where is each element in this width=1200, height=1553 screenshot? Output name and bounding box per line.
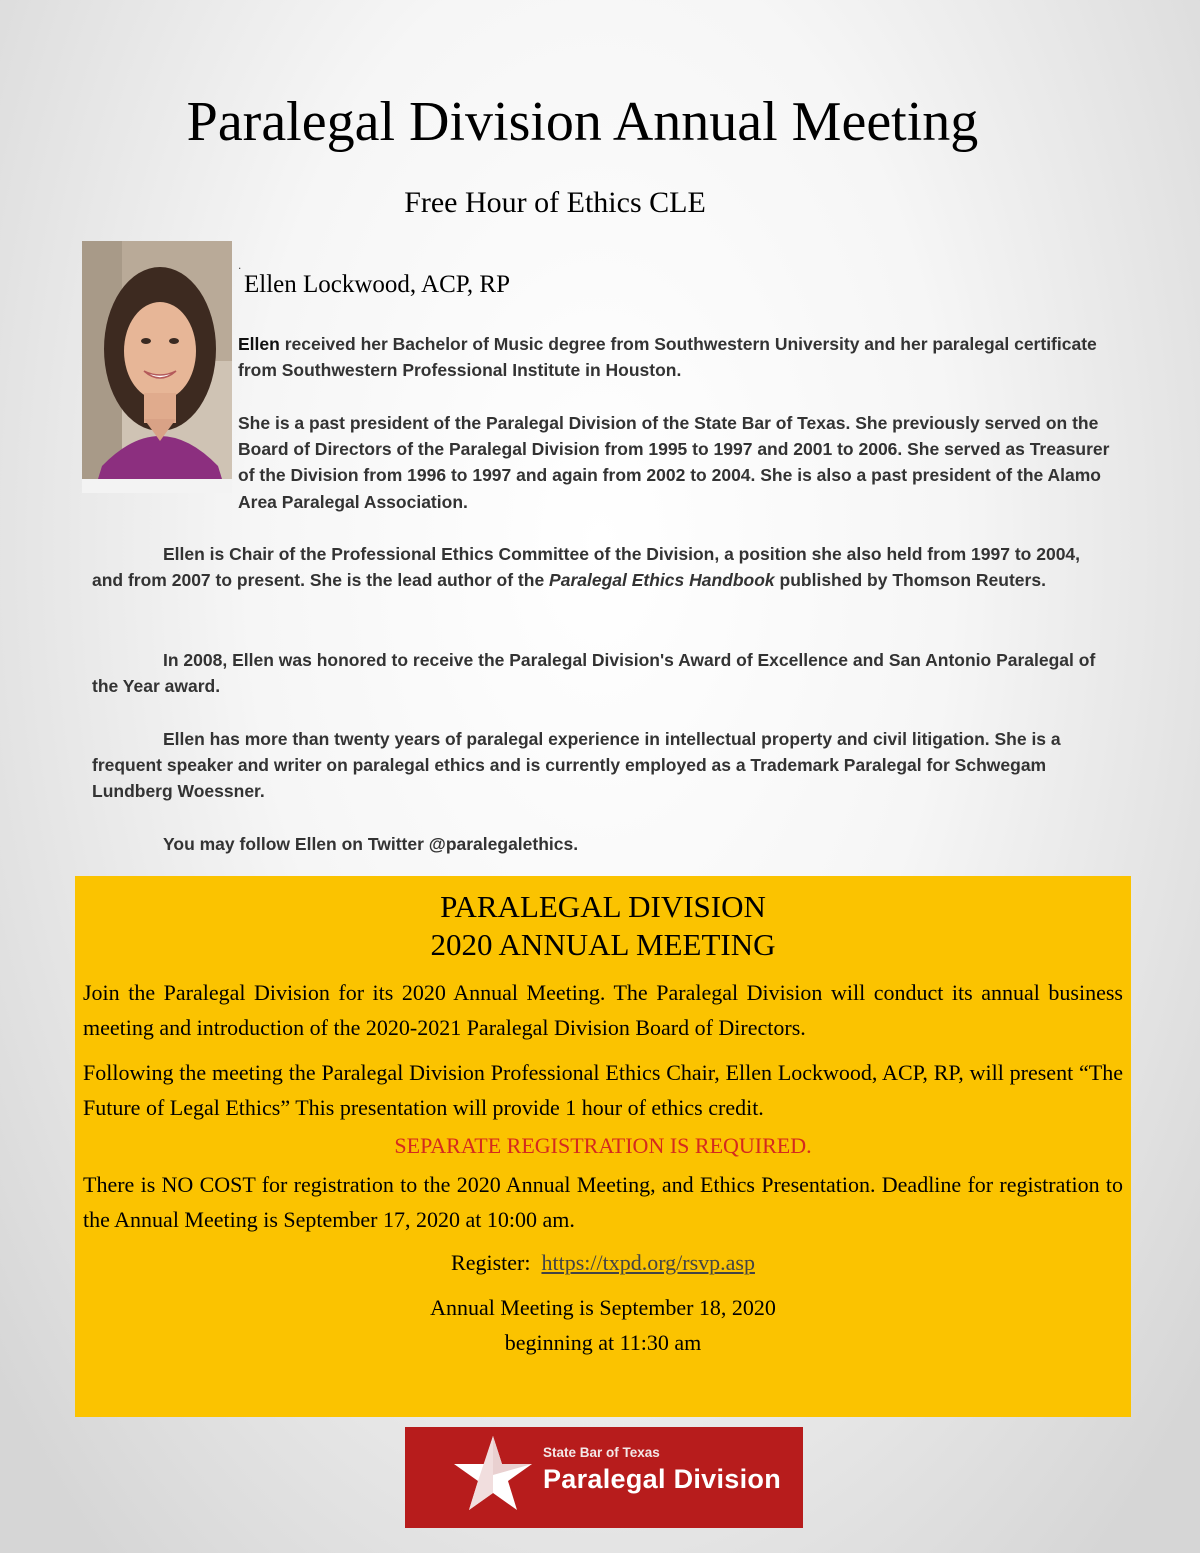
register-line xyxy=(83,1248,1123,1278)
meeting-cost-paragraph: There is NO COST for registration to the 2020 Annual Meeting, and Ethics Presentation. Deadline for registration to the Annual Meeting is September 17, 2020 at 10:00 am. xyxy=(83,1172,1123,1232)
bio-paragraph-education xyxy=(238,331,1118,383)
bio-chair-text: Ellen is Chair of the Professional Ethics Committee of the Division, a position she also held from 1997 to 2004, and from 2007 to present. She is the lead author of the xyxy=(92,544,1081,591)
speaker-name: Ellen Lockwood, ACP, RP xyxy=(244,271,510,298)
meeting-date: Annual Meeting is September 18, 2020 xyxy=(430,1295,776,1320)
bio-paragraph-experience: Ellen has more than twenty years of paralegal experience in intellectual property and civil litigation. She is a frequent speaker and writer on paralegal ethics and is currently employed as a Trademark Paralegal for Schwegam Lundberg Woessner. xyxy=(92,729,1061,802)
bio-education-text: received her Bachelor of Music degree from Southwestern University and her paralegal certificate from Southwestern Professional Institute in Houston. xyxy=(238,334,1097,381)
meeting-heading-division: PARALEGAL DIVISION xyxy=(440,889,766,924)
bio-publisher-text: published by Thomson Reuters. xyxy=(774,570,1046,591)
meeting-heading-year: 2020 ANNUAL MEETING xyxy=(430,927,776,962)
photo-frame-bottom xyxy=(82,479,232,493)
state-bar-logo xyxy=(405,1427,803,1528)
register-link[interactable]: https://txpd.org/rsvp.asp xyxy=(541,1250,755,1275)
star-icon xyxy=(451,1433,535,1517)
meeting-presentation-paragraph: Following the meeting the Paralegal Division Professional Ethics Chair, Ellen Lockwood, ACP, RP, will present “The Future of Legal Ethics” This presentation will provide 1 hour of ethics credit. xyxy=(83,1060,1123,1120)
speaker-photo xyxy=(82,241,232,493)
bio-paragraph-award: In 2008, Ellen was honored to receive the Paralegal Division's Award of Excellence and San Antonio Paralegal of the Year award. xyxy=(92,650,1096,697)
annual-meeting-box xyxy=(75,876,1131,1417)
meeting-intro-paragraph: Join the Paralegal Division for its 2020 Annual Meeting. The Paralegal Division will conduct its annual business meeting and introduction of the 2020-2021 Paralegal Division Board of Directors. xyxy=(83,980,1123,1040)
page-title: Paralegal Division Annual Meeting xyxy=(186,91,979,153)
bio-book-title: Paralegal Ethics Handbook xyxy=(549,570,775,591)
speaker-mark: . xyxy=(238,258,242,272)
separate-registration-notice: SEPARATE REGISTRATION IS REQUIRED. xyxy=(394,1133,812,1158)
bio-paragraph-twitter: You may follow Ellen on Twitter @paralegalethics. xyxy=(163,834,579,854)
register-label: Register: xyxy=(451,1250,531,1275)
page-subtitle: Free Hour of Ethics CLE xyxy=(404,186,706,219)
bio-paragraph-president: She is a past president of the Paralegal Division of the State Bar of Texas. She previously served on the Board of Directors of the Paralegal Division from 1995 to 1997 and 2001 to 2006. She served as Treasurer of the Division from 1996 to 1997 and again from 2002 to 2004. She is also a past president of the Alamo Area Paralegal Association. xyxy=(238,413,1110,512)
meeting-time: beginning at 11:30 am xyxy=(504,1330,702,1355)
logo-line-state-bar: State Bar of Texas xyxy=(543,1445,660,1460)
speaker-photo-illustration xyxy=(82,241,232,493)
bio-name: Ellen xyxy=(238,334,280,354)
bio-paragraph-chair xyxy=(92,541,1112,593)
logo-line-division: Paralegal Division xyxy=(543,1464,781,1494)
